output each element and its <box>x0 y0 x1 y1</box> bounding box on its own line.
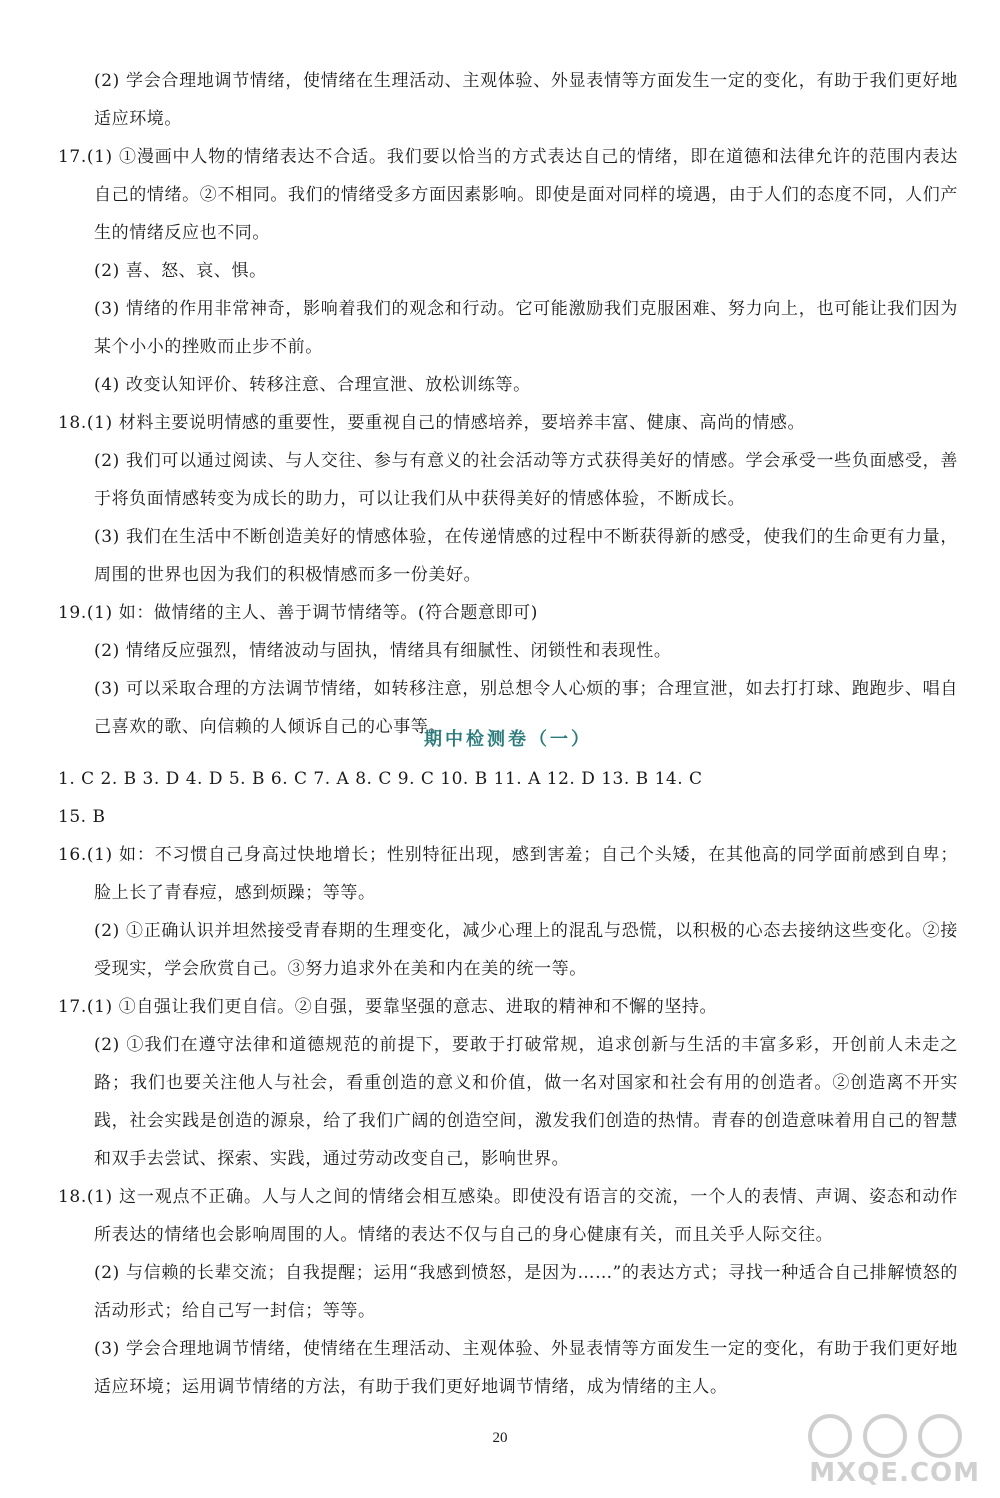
mc-answers-line-1: 1. C 2. B 3. D 4. D 5. B 6. C 7. A 8. C 9. C 10. B 11. A 12. D 13. B 14. C <box>58 769 703 789</box>
watermark-text: MXQE.COM <box>809 1458 980 1488</box>
page-number: 20 <box>492 1430 508 1446</box>
answer-17-2: (2) 喜、怒、哀、惧。 <box>94 261 267 281</box>
answer-18-2: (2) 我们可以通过阅读、与人交往、参与有意义的社会活动等方式获得美好的情感。学会承受一些负面感受，善于将负面情感转变为成长的助力，可以让我们从中获得美好的情感体验，不断成长。 <box>94 451 958 509</box>
watermark-icon <box>790 1408 980 1488</box>
answer-17-4: (4) 改变认知评价、转移注意、合理宣泄、放松训练等。 <box>94 375 531 395</box>
answer-17-3: (3) 情绪的作用非常神奇，影响着我们的观念和行动。它可能激励我们克服困难、努力向上，也可能让我们因为某个小小的挫败而止步不前。 <box>94 299 958 357</box>
exam-answer-18-2: (2) 与信赖的长辈交流；自我提醒；运用“我感到愤怒，是因为……”的表达方式；寻找一种适合自己排解愤怒的活动形式；给自己写一封信；等等。 <box>94 1263 958 1321</box>
exam-title: 期中检测卷（一） <box>424 729 592 750</box>
answer-19-3: (3) 可以采取合理的方法调节情绪，如转移注意，别总想令人心烦的事；合理宣泄，如去打打球、跑跑步、唱自己喜欢的歌、向信赖的人倾诉自己的心事等。 <box>94 679 958 737</box>
watermark-logo <box>790 1408 980 1488</box>
answer-18-1: 18.(1) 材料主要说明情感的重要性，要重视自己的情感培养，要培养丰富、健康、高尚的情感。 <box>58 413 806 433</box>
top-section <box>58 62 958 746</box>
exam-answer-18-1: 18.(1) 这一观点不正确。人与人之间的情绪会相互感染。即使没有语言的交流，一个人的表情、声调、姿态和动作所表达的情绪也会影响周围的人。情绪的表达不仅与自己的身心健康有关，而且关乎人际交往。 <box>58 1187 958 1245</box>
answer-17-1: 17.(1) ①漫画中人物的情绪表达不合适。我们要以恰当的方式表达自己的情绪，即在道德和法律允许的范围内表达自己的情绪。②不相同。我们的情绪受多方面因素影响。即使是面对同样的境遇，由于人们的态度不同，人们产生的情绪反应也不同。 <box>58 147 958 243</box>
answer-16-2: (2) 学会合理地调节情绪，使情绪在生理活动、主观体验、外显表情等方面发生一定的变化，有助于我们更好地适应环境。 <box>94 71 958 129</box>
answer-18-3: (3) 我们在生活中不断创造美好的情感体验，在传递情感的过程中不断获得新的感受，使我们的生命更有力量，周围的世界也因为我们的积极情感而多一份美好。 <box>94 527 958 585</box>
exam-answer-16-1: 16.(1) 如：不习惯自己身高过快地增长；性别特征出现，感到害羞；自己个头矮，在其他高的同学面前感到自卑；脸上长了青春痘，感到烦躁；等等。 <box>58 845 958 903</box>
answer-19-1: 19.(1) 如：做情绪的主人、善于调节情绪等。(符合题意即可) <box>58 603 538 623</box>
exam-answer-17-2: (2) ①我们在遵守法律和道德规范的前提下，要敢于打破常规，追求创新与生活的丰富多彩，开创前人未走之路；我们也要关注他人与社会，看重创造的意义和价值，做一名对国家和社会有用的创造者。②创造离不开实践，社会实践是创造的源泉，给了我们广阔的创造空间，激发我们创造的热情。青春的创造意味着用自己的智慧和双手去尝试、探索、实践，通过劳动改变自己，影响世界。 <box>94 1035 958 1169</box>
exam-section <box>58 720 958 1406</box>
exam-answer-17-1: 17.(1) ①自强让我们更自信。②自强，要靠坚强的意志、进取的精神和不懈的坚持。 <box>58 997 718 1017</box>
exam-answer-18-3: (3) 学会合理地调节情绪，使情绪在生理活动、主观体验、外显表情等方面发生一定的变化，有助于我们更好地适应环境；运用调节情绪的方法，有助于我们更好地调节情绪，成为情绪的主人。 <box>94 1339 958 1397</box>
exam-answer-16-2: (2) ①正确认识并坦然接受青春期的生理变化，减少心理上的混乱与恐慌，以积极的心态去接纳这些变化。②接受现实，学会欣赏自己。③努力追求外在美和内在美的统一等。 <box>94 921 958 979</box>
answer-19-2: (2) 情绪反应强烈，情绪波动与固执，情绪具有细腻性、闭锁性和表现性。 <box>94 641 672 661</box>
mc-answers-line-2: 15. B <box>58 807 106 827</box>
